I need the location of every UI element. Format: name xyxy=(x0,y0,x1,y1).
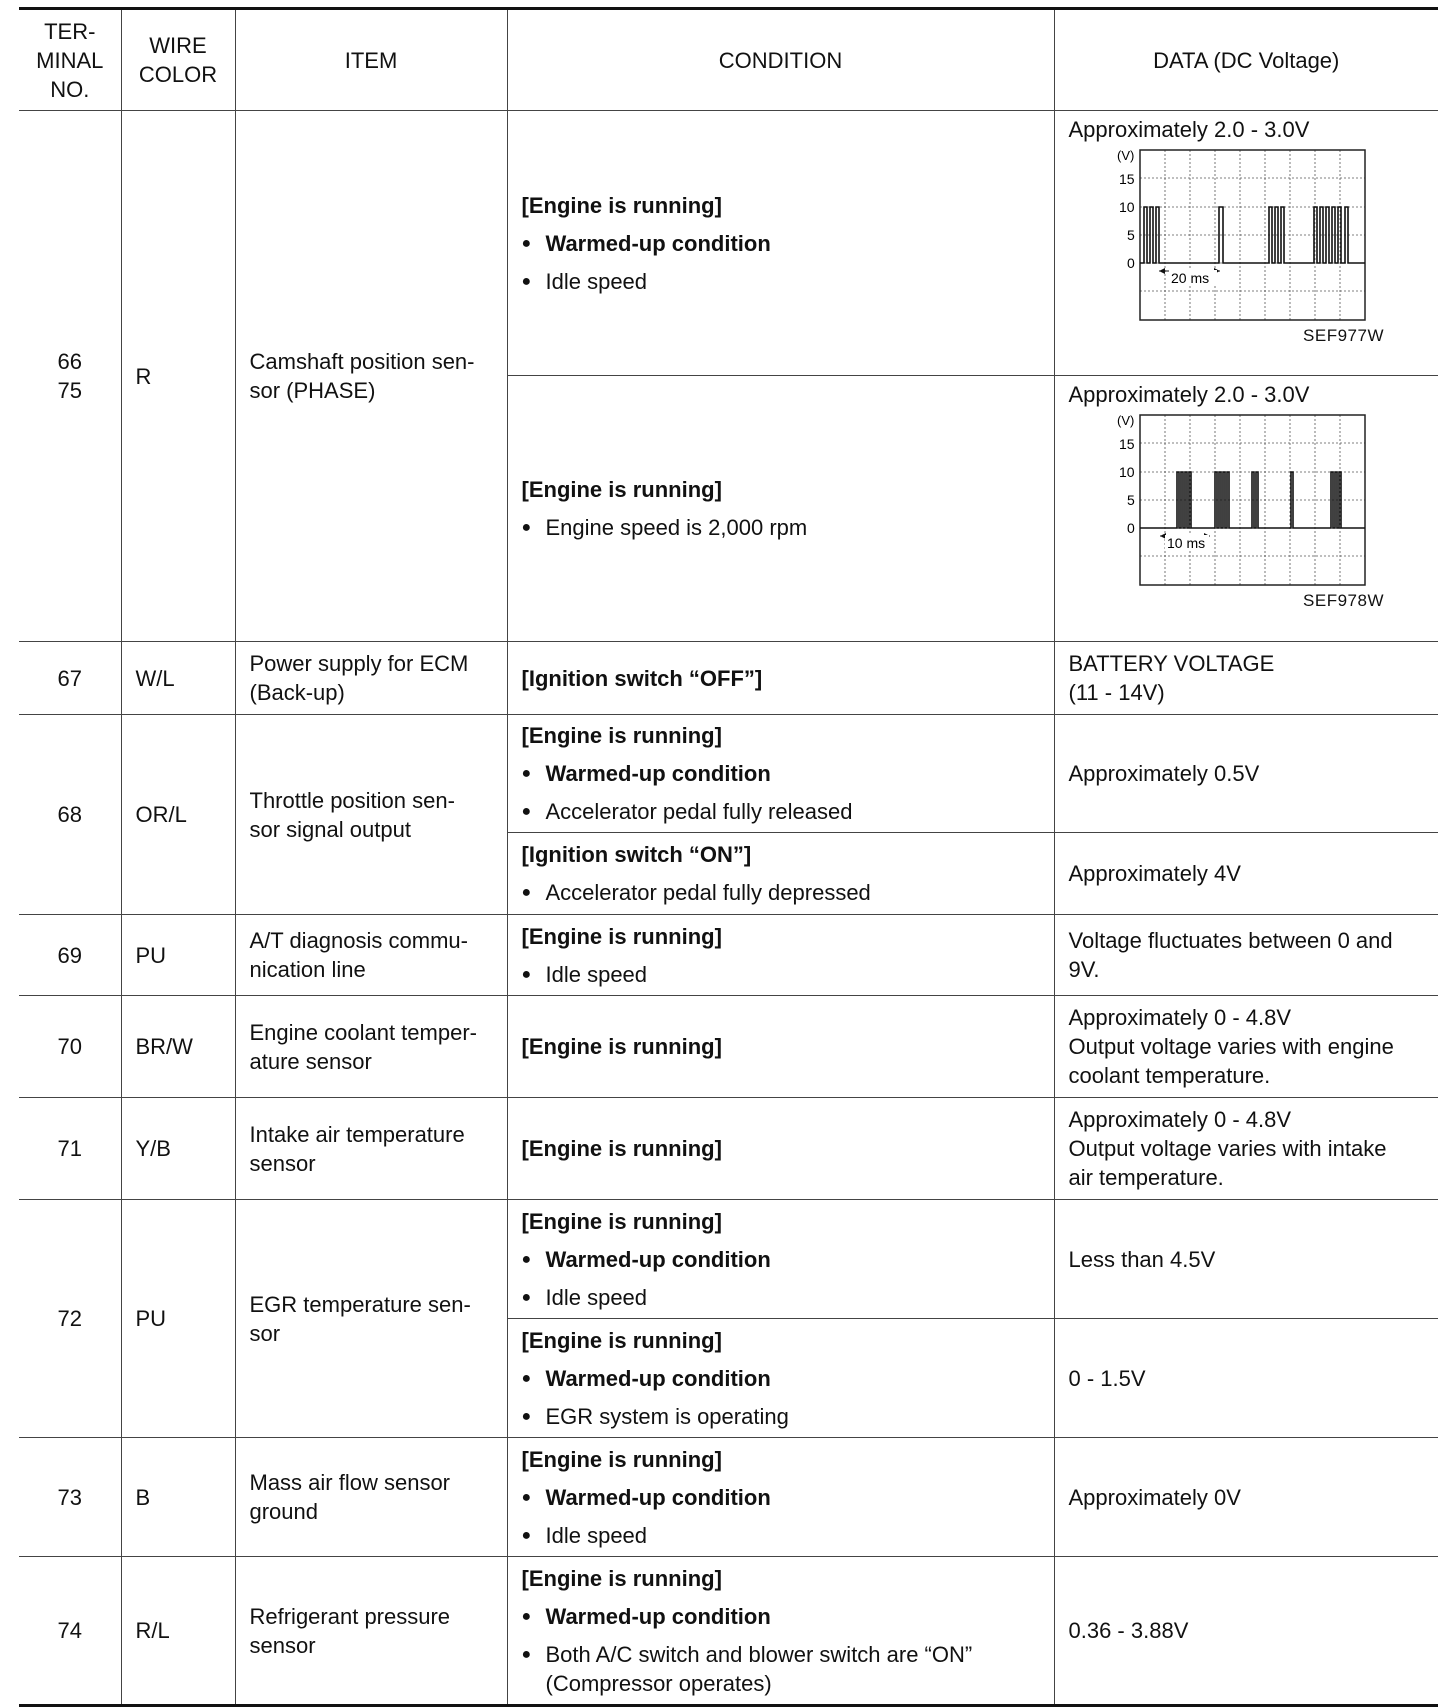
condition-cell: [Engine is running] xyxy=(507,1098,1054,1200)
data-cell: Less than 4.5V xyxy=(1054,1200,1438,1319)
condition-cell: [Engine is running] ● Engine speed is 2,000 rpm xyxy=(507,376,1054,642)
item-name: EGR temperature sen- sor xyxy=(235,1200,507,1438)
table-row xyxy=(19,1438,1438,1557)
svg-text:0: 0 xyxy=(1126,255,1135,271)
svg-text:10: 10 xyxy=(1118,464,1135,480)
svg-text:0: 0 xyxy=(1126,520,1135,536)
wire-color: R/L xyxy=(121,1557,235,1706)
condition-cell: [Engine is running] ● Warmed-up condition ● Idle speed xyxy=(507,1200,1054,1319)
condition-cell: [Engine is running] ● Warmed-up condition ● Idle speed xyxy=(507,1438,1054,1557)
item-name: Refrigerant pressure sensor xyxy=(235,1557,507,1706)
item-name: Camshaft position sen- sor (PHASE) xyxy=(235,111,507,642)
terminal-number: 66 75 xyxy=(19,111,121,642)
header-item: ITEM xyxy=(235,9,507,111)
data-cell: Approximately 0V xyxy=(1054,1438,1438,1557)
item-name: Throttle position sen- sor signal output xyxy=(235,715,507,915)
terminal-number: 71 xyxy=(19,1098,121,1200)
table-row xyxy=(19,642,1438,715)
data-cell: Approximately 0 - 4.8V Output voltage varies with intake air temperature. xyxy=(1054,1098,1438,1200)
svg-text:10: 10 xyxy=(1118,199,1135,215)
header-condition: CONDITION xyxy=(507,9,1054,111)
terminal-number: 68 xyxy=(19,715,121,915)
header-row xyxy=(19,9,1438,111)
wire-color: B xyxy=(121,1438,235,1557)
condition-cell: [Ignition switch “ON”] ● Accelerator pedal fully depressed xyxy=(507,833,1054,915)
terminal-data-table xyxy=(19,7,1438,1707)
table-row xyxy=(19,1098,1438,1200)
terminal-number: 73 xyxy=(19,1438,121,1557)
svg-text:(V): (V) xyxy=(1116,413,1134,428)
condition-cell: [Engine is running] ● Idle speed xyxy=(507,915,1054,996)
data-cell: 0.36 - 3.88V xyxy=(1054,1557,1438,1706)
svg-text:15: 15 xyxy=(1118,436,1135,452)
header-terminal-no: TER- MINAL NO. xyxy=(19,9,121,111)
data-cell: Approximately 4V xyxy=(1054,833,1438,915)
svg-text:5: 5 xyxy=(1126,492,1135,508)
terminal-number: 72 xyxy=(19,1200,121,1438)
table-row xyxy=(19,715,1438,833)
wire-color: PU xyxy=(121,1200,235,1438)
condition-cell: [Engine is running] ● Warmed-up condition ● Both A/C switch and blower switch are “ON” (Compressor operates) xyxy=(507,1557,1054,1706)
terminal-number: 74 xyxy=(19,1557,121,1706)
svg-text:20 ms: 20 ms xyxy=(1170,270,1209,286)
condition-cell: [Ignition switch “OFF”] xyxy=(507,642,1054,715)
terminal-number: 69 xyxy=(19,915,121,996)
wire-color: BR/W xyxy=(121,996,235,1098)
condition-cell: [Engine is running] ● Warmed-up condition ● Idle speed xyxy=(507,111,1054,376)
terminal-number: 70 xyxy=(19,996,121,1098)
item-name: A/T diagnosis commu- nication line xyxy=(235,915,507,996)
item-name: Intake air temperature sensor xyxy=(235,1098,507,1200)
svg-text:10 ms: 10 ms xyxy=(1166,535,1205,551)
data-cell: Approximately 2.0 - 3.0V (V) 15 10 5 0 20 ms SEF977W xyxy=(1054,111,1438,376)
item-name: Engine coolant temper- ature sensor xyxy=(235,996,507,1098)
terminal-number: 67 xyxy=(19,642,121,715)
data-cell: BATTERY VOLTAGE (11 - 14V) xyxy=(1054,642,1438,715)
table-row xyxy=(19,996,1438,1098)
table-row xyxy=(19,1557,1438,1706)
svg-text:5: 5 xyxy=(1126,227,1135,243)
svg-text:15: 15 xyxy=(1118,171,1135,187)
condition-cell: [Engine is running] ● Warmed-up condition ● Accelerator pedal fully released xyxy=(507,715,1054,833)
wire-color: PU xyxy=(121,915,235,996)
wire-color: W/L xyxy=(121,642,235,715)
data-cell: Voltage fluctuates between 0 and 9V. xyxy=(1054,915,1438,996)
svg-text:(V): (V) xyxy=(1116,148,1134,163)
data-cell: Approximately 0.5V xyxy=(1054,715,1438,833)
item-name: Mass air flow sensor ground xyxy=(235,1438,507,1557)
table-row xyxy=(19,915,1438,996)
header-data: DATA (DC Voltage) xyxy=(1054,9,1438,111)
data-cell: 0 - 1.5V xyxy=(1054,1319,1438,1438)
table-row xyxy=(19,111,1438,376)
wire-color: OR/L xyxy=(121,715,235,915)
condition-cell: [Engine is running] xyxy=(507,996,1054,1098)
header-wire-color: WIRE COLOR xyxy=(121,9,235,111)
waveform-chart-2000rpm xyxy=(1069,413,1369,588)
condition-cell: [Engine is running] ● Warmed-up condition ● EGR system is operating xyxy=(507,1319,1054,1438)
data-cell: Approximately 0 - 4.8V Output voltage varies with engine coolant temperature. xyxy=(1054,996,1438,1098)
waveform-chart-idle xyxy=(1069,148,1369,323)
wire-color: R xyxy=(121,111,235,642)
item-name: Power supply for ECM (Back-up) xyxy=(235,642,507,715)
table-row xyxy=(19,1200,1438,1319)
wire-color: Y/B xyxy=(121,1098,235,1200)
data-cell: Approximately 2.0 - 3.0V (V) 15 10 5 0 10 ms SEF978W xyxy=(1054,376,1438,642)
